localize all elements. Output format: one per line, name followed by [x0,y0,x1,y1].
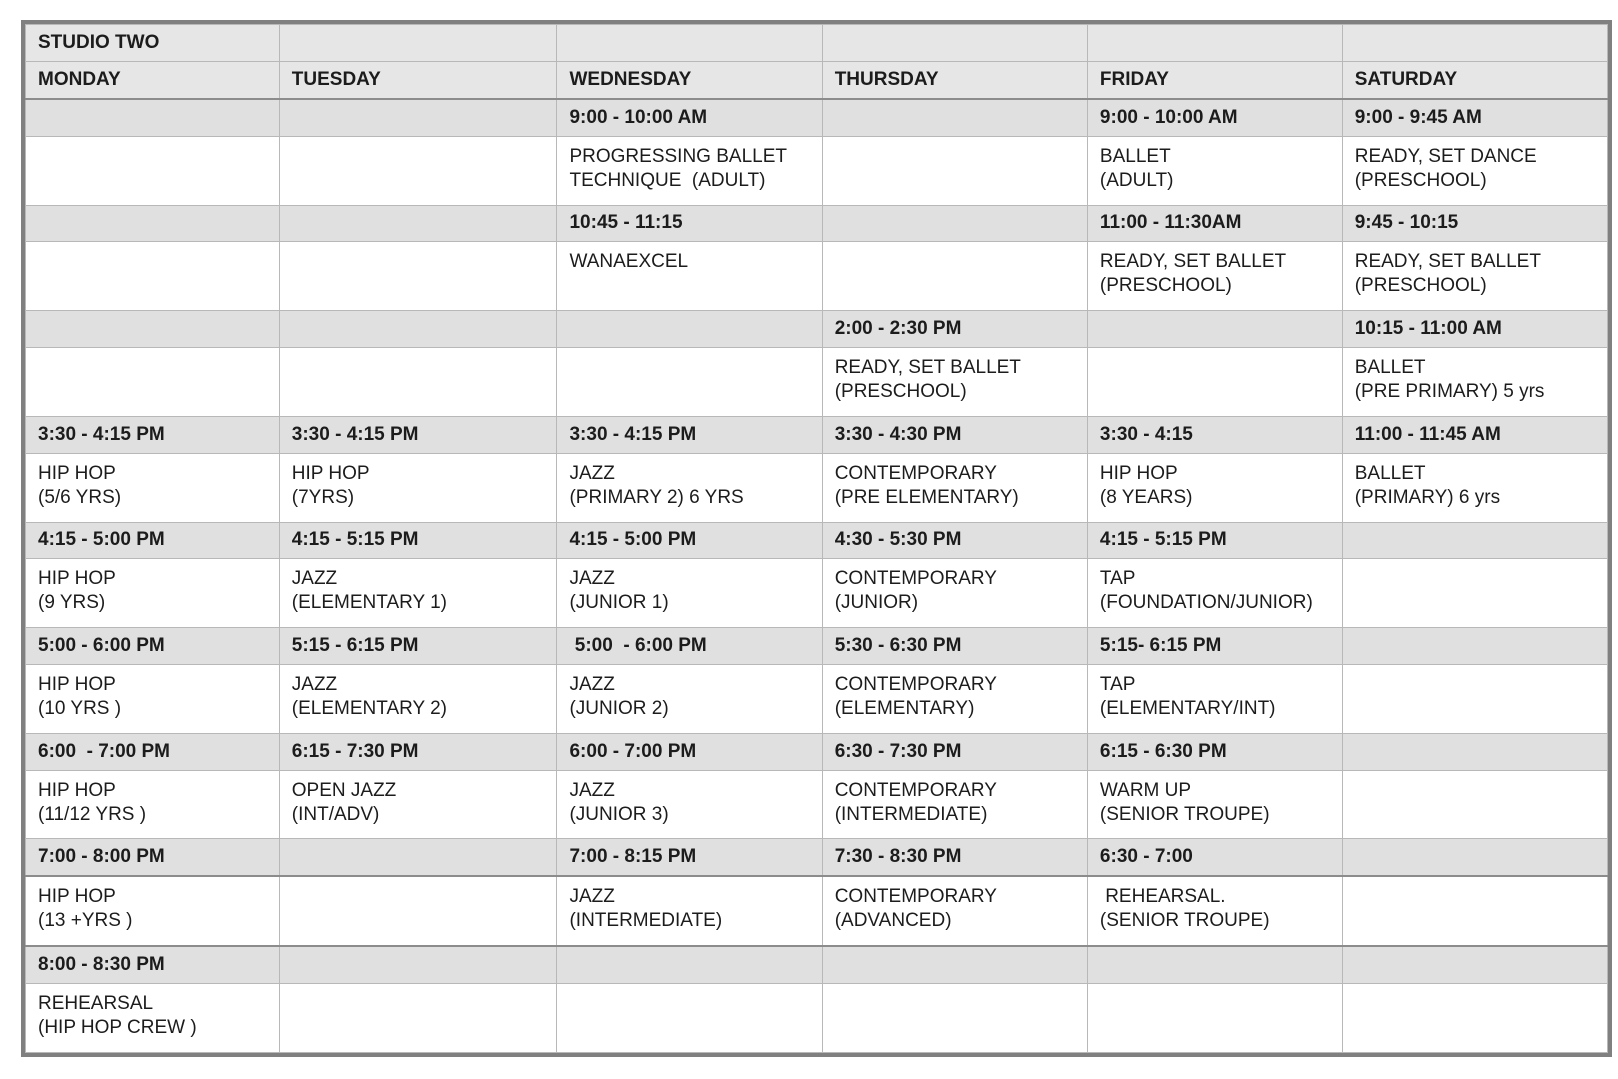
time-slot-tuesday [279,946,557,983]
time-slot-thursday [822,522,1087,559]
time-row [26,946,1608,983]
time-slot-saturday [1342,522,1607,559]
class-cell-monday [26,770,280,839]
class-name: HIP HOP [38,568,116,590]
class-level: (9 YRS) [38,592,106,614]
class-cell-thursday [822,348,1087,417]
time-slot-monday [26,522,280,559]
time-slot-thursday [822,733,1087,770]
time-slot-label: 7:00 - 8:00 PM [38,846,165,868]
class-name: HIP HOP [38,886,116,908]
class-cell-saturday [1342,984,1607,1053]
time-slot-label: 6:15 - 7:30 PM [291,740,419,762]
time-slot-label: 7:00 - 8:15 PM [569,846,697,868]
class-name: JAZZ [569,779,615,801]
class-cell-monday [26,242,280,311]
class-name: CONTEMPORARY [834,462,997,484]
class-cell-friday [1087,136,1342,205]
time-slot-thursday [822,628,1087,665]
time-slot-label: 9:00 - 9:45 AM [1354,106,1482,128]
time-slot-monday [26,628,280,665]
time-slot-monday [26,946,280,983]
time-row [26,416,1608,453]
time-slot-tuesday [279,311,557,348]
class-level: (PRESCHOOL) [1099,275,1232,297]
class-cell-friday [1087,984,1342,1053]
class-name: WARM UP [1099,779,1192,801]
class-name: JAZZ [291,568,338,590]
time-slot-label: 2:00 - 2:30 PM [834,318,962,340]
class-row [26,665,1608,734]
class-cell-friday [1087,453,1342,522]
class-cell-thursday [822,136,1087,205]
time-slot-monday [26,839,280,876]
class-name: CONTEMPORARY [834,568,997,590]
time-slot-friday [1087,839,1342,876]
class-level: (SENIOR TROUPE) [1099,910,1270,932]
time-slot-label: 3:30 - 4:15 [1099,423,1193,445]
time-slot-wednesday [557,839,822,876]
class-cell-friday [1087,665,1342,734]
time-slot-wednesday [557,99,822,136]
class-cell-thursday [822,453,1087,522]
class-level: (8 YEARS) [1099,486,1193,508]
class-name: READY, SET BALLET [834,357,1021,379]
class-cell-tuesday [279,984,557,1053]
time-slot-saturday [1342,839,1607,876]
time-slot-label: 10:45 - 11:15 [569,212,683,234]
time-slot-label: 6:00 - 7:00 PM [38,740,170,762]
class-level: (SENIOR TROUPE) [1099,803,1270,825]
class-cell-saturday [1342,559,1607,628]
time-row [26,99,1608,136]
time-slot-wednesday [557,946,822,983]
time-slot-saturday [1342,416,1607,453]
schedule-frame [21,20,1612,1057]
class-name: BALLET [1354,357,1426,379]
time-slot-monday [26,99,280,136]
class-name: HIP HOP [38,462,116,484]
class-cell-friday [1087,242,1342,311]
class-cell-saturday [1342,453,1607,522]
studio-title-row [26,25,1608,62]
time-slot-saturday [1342,99,1607,136]
time-slot-tuesday [279,628,557,665]
class-cell-monday [26,665,280,734]
class-level: (PRIMARY 2) 6 YRS [569,486,744,508]
class-level: (ELEMENTARY 1) [291,592,447,614]
class-level: (JUNIOR 2) [569,698,669,720]
class-cell-tuesday [279,348,557,417]
time-slot-tuesday [279,205,557,242]
class-cell-thursday [822,665,1087,734]
time-slot-wednesday [557,628,822,665]
day-header-monday: MONDAY [26,61,280,98]
time-slot-friday [1087,946,1342,983]
time-slot-label: 6:00 - 7:00 PM [569,740,697,762]
time-slot-label: 3:30 - 4:15 PM [569,423,697,445]
class-name: JAZZ [569,462,615,484]
class-cell-tuesday [279,770,557,839]
time-slot-label: 5:00 - 6:00 PM [38,635,165,657]
time-slot-saturday [1342,311,1607,348]
class-row [26,242,1608,311]
class-level: (ELEMENTARY) [834,698,975,720]
class-cell-wednesday [557,242,822,311]
time-slot-label: 5:00 - 6:00 PM [569,635,707,657]
class-cell-monday [26,984,280,1053]
class-level: (FOUNDATION/JUNIOR) [1099,592,1313,614]
time-slot-label: 9:45 - 10:15 [1354,212,1459,234]
class-level: (PRE PRIMARY) 5 yrs [1354,381,1545,403]
class-name: HIP HOP [38,779,116,801]
class-name: HIP HOP [38,674,116,696]
class-cell-friday [1087,559,1342,628]
time-slot-saturday [1342,946,1607,983]
class-name: WANAEXCEL [569,251,689,273]
class-level: (PRE ELEMENTARY) [834,486,1019,508]
class-row [26,348,1608,417]
class-cell-wednesday [557,770,822,839]
class-level: TECHNIQUE (ADULT) [569,169,766,191]
time-slot-wednesday [557,311,822,348]
class-cell-wednesday [557,559,822,628]
class-cell-thursday [822,876,1087,946]
time-slot-monday [26,311,280,348]
class-cell-tuesday [279,136,557,205]
time-slot-friday [1087,99,1342,136]
time-slot-thursday [822,839,1087,876]
time-slot-friday [1087,205,1342,242]
time-slot-label: 4:30 - 5:30 PM [834,529,962,551]
class-name: BALLET [1099,145,1171,167]
class-name: HIP HOP [1099,462,1178,484]
time-slot-tuesday [279,733,557,770]
time-slot-saturday [1342,205,1607,242]
class-level: (7YRS) [291,486,355,508]
class-level: (5/6 YRS) [38,486,122,508]
class-cell-thursday [822,984,1087,1053]
class-name: OPEN JAZZ [291,779,397,801]
time-row [26,628,1608,665]
class-cell-thursday [822,770,1087,839]
time-slot-friday [1087,416,1342,453]
time-slot-label: 7:30 - 8:30 PM [834,846,962,868]
time-slot-label: 4:15 - 5:15 PM [291,529,419,551]
time-slot-label: 3:30 - 4:15 PM [291,423,419,445]
time-slot-wednesday [557,522,822,559]
day-header-row [26,61,1608,98]
day-header-thursday: THURSDAY [822,61,1087,98]
time-slot-monday [26,733,280,770]
class-level: (ELEMENTARY 2) [291,698,447,720]
class-name: READY, SET DANCE [1354,145,1537,167]
class-cell-tuesday [279,559,557,628]
class-level: (JUNIOR 3) [569,803,669,825]
class-cell-monday [26,453,280,522]
class-cell-saturday [1342,876,1607,946]
time-row [26,205,1608,242]
time-slot-thursday [822,311,1087,348]
day-header-friday: FRIDAY [1087,61,1342,98]
class-cell-tuesday [279,453,557,522]
time-slot-wednesday [557,733,822,770]
time-slot-label: 10:15 - 11:00 AM [1354,318,1502,340]
time-slot-label: 9:00 - 10:00 AM [569,106,708,128]
class-level: (PRESCHOOL) [834,381,967,403]
class-name: JAZZ [291,674,338,696]
class-name: JAZZ [569,568,615,590]
class-cell-saturday [1342,242,1607,311]
time-slot-label: 5:15 - 6:15 PM [291,635,419,657]
time-row [26,522,1608,559]
class-level: (ADULT) [1099,169,1174,191]
time-row [26,733,1608,770]
class-level: (13 +YRS ) [38,910,133,932]
class-level: (10 YRS ) [38,698,122,720]
class-row [26,453,1608,522]
time-slot-saturday [1342,628,1607,665]
class-row [26,876,1608,946]
time-slot-label: 9:00 - 10:00 AM [1099,106,1238,128]
class-cell-wednesday [557,348,822,417]
class-level: (INTERMEDIATE) [834,803,988,825]
studio-title: STUDIO TWO [26,25,280,62]
class-cell-wednesday [557,984,822,1053]
class-level: (ELEMENTARY/INT) [1099,698,1276,720]
class-level: (PRIMARY) 6 yrs [1354,486,1501,508]
time-slot-wednesday [557,416,822,453]
time-row [26,311,1608,348]
class-cell-monday [26,559,280,628]
class-cell-wednesday [557,453,822,522]
class-cell-friday [1087,876,1342,946]
time-slot-label: 11:00 - 11:30AM [1099,212,1242,234]
time-slot-label: 11:00 - 11:45 AM [1354,423,1501,445]
time-slot-tuesday [279,416,557,453]
time-slot-monday [26,416,280,453]
time-slot-thursday [822,99,1087,136]
time-slot-monday [26,205,280,242]
time-slot-label: 4:15 - 5:00 PM [569,529,697,551]
time-slot-friday [1087,522,1342,559]
class-name: HIP HOP [291,462,370,484]
class-row [26,984,1608,1053]
class-level: (JUNIOR 1) [569,592,669,614]
class-cell-wednesday [557,876,822,946]
class-cell-tuesday [279,876,557,946]
time-row [26,839,1608,876]
time-slot-friday [1087,628,1342,665]
class-cell-friday [1087,770,1342,839]
time-slot-label: 5:30 - 6:30 PM [834,635,962,657]
class-level: (ADVANCED) [834,910,952,932]
class-name: PROGRESSING BALLET [569,145,787,167]
class-name: BALLET [1354,462,1426,484]
class-cell-tuesday [279,665,557,734]
time-slot-thursday [822,946,1087,983]
class-name: READY, SET BALLET [1099,251,1287,273]
time-slot-saturday [1342,733,1607,770]
class-name: JAZZ [569,674,615,696]
class-name: READY, SET BALLET [1354,251,1541,273]
class-name: TAP [1099,568,1136,590]
time-slot-thursday [822,205,1087,242]
class-cell-wednesday [557,665,822,734]
class-level: (11/12 YRS ) [38,803,147,825]
class-level: (INTERMEDIATE) [569,910,723,932]
class-name: CONTEMPORARY [834,886,997,908]
time-slot-tuesday [279,839,557,876]
class-row [26,770,1608,839]
class-row [26,559,1608,628]
time-slot-thursday [822,416,1087,453]
time-slot-label: 5:15- 6:15 PM [1099,635,1222,657]
schedule-table [25,24,1608,1053]
class-cell-monday [26,136,280,205]
class-level: (PRESCHOOL) [1354,169,1487,191]
time-slot-label: 8:00 - 8:30 PM [38,954,165,976]
time-slot-friday [1087,311,1342,348]
class-level: (INT/ADV) [291,803,380,825]
day-header-wednesday: WEDNESDAY [557,61,822,98]
class-name: REHEARSAL. [1099,886,1226,908]
class-cell-saturday [1342,770,1607,839]
class-level: (PRESCHOOL) [1354,275,1487,297]
time-slot-friday [1087,733,1342,770]
class-cell-tuesday [279,242,557,311]
time-slot-label: 6:15 - 6:30 PM [1099,740,1227,762]
time-slot-tuesday [279,522,557,559]
class-cell-saturday [1342,665,1607,734]
class-name: CONTEMPORARY [834,779,997,801]
time-slot-label: 3:30 - 4:30 PM [834,423,962,445]
class-name: REHEARSAL [38,993,154,1015]
class-name: TAP [1099,674,1136,696]
day-header-tuesday: TUESDAY [279,61,557,98]
time-slot-label: 4:15 - 5:00 PM [38,529,165,551]
time-slot-label: 6:30 - 7:00 [1099,846,1193,868]
time-slot-tuesday [279,99,557,136]
class-cell-thursday [822,559,1087,628]
class-cell-saturday [1342,136,1607,205]
time-slot-label: 6:30 - 7:30 PM [834,740,962,762]
class-cell-thursday [822,242,1087,311]
day-header-saturday: SATURDAY [1342,61,1607,98]
time-slot-label: 3:30 - 4:15 PM [38,423,165,445]
class-level: (HIP HOP CREW ) [38,1017,197,1039]
class-cell-friday [1087,348,1342,417]
class-name: CONTEMPORARY [834,674,997,696]
class-cell-saturday [1342,348,1607,417]
time-slot-wednesday [557,205,822,242]
class-cell-monday [26,876,280,946]
time-slot-label: 4:15 - 5:15 PM [1099,529,1227,551]
class-name: JAZZ [569,886,615,908]
class-level: (JUNIOR) [834,592,919,614]
class-row [26,136,1608,205]
class-cell-monday [26,348,280,417]
class-cell-wednesday [557,136,822,205]
